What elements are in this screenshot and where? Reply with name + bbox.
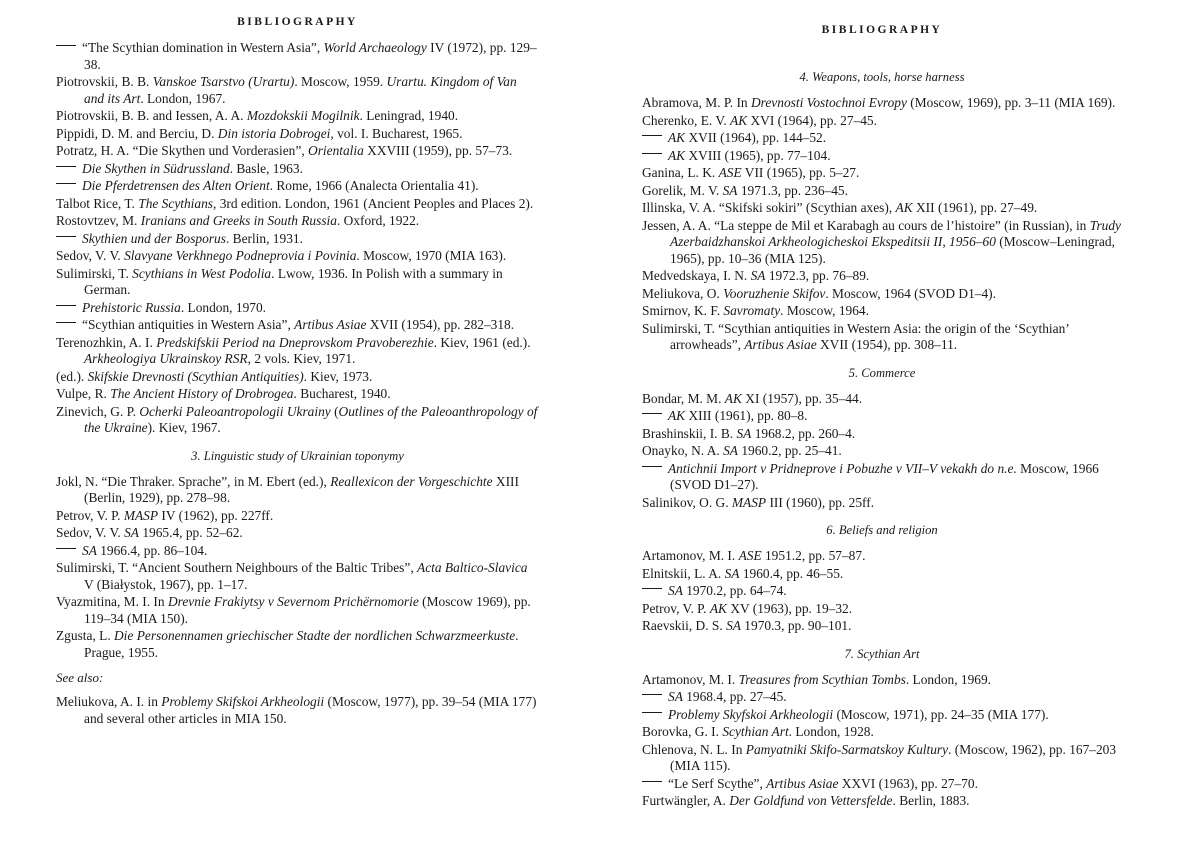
entry-text: 1960.4, pp. 46–55.	[739, 565, 844, 581]
entry-text: . Kiev, 1961 (ed.).	[433, 334, 531, 350]
entry-text: Ganina, L. K.	[642, 165, 719, 180]
entry-text: Sedov, V. V.	[56, 248, 125, 263]
bibliography-entry	[642, 495, 1122, 512]
entry-text: XIII (Berlin, 1929), pp. 278–98.	[84, 473, 519, 505]
entry-title-italic: Vooruzhenie Skifov	[723, 285, 826, 301]
bibliography-entry	[56, 74, 539, 107]
entry-text: XI (1957), pp. 35–44.	[741, 390, 863, 406]
entry-title-italic: SA	[750, 268, 766, 283]
right-bibliography-list	[642, 58, 1122, 811]
ditto-dash	[642, 694, 662, 695]
entry-title-italic: SA	[124, 525, 139, 540]
entry-title-italic: Skythien und der Bosporus	[82, 230, 226, 246]
bibliography-entry	[56, 108, 539, 125]
bibliography-entry	[642, 689, 1122, 706]
entry-text: “Scythian antiquities in Western Asia”,	[82, 317, 295, 332]
entry-text: 1960.2, pp. 25–41.	[737, 443, 842, 458]
bibliography-entry	[642, 130, 1122, 147]
entry-title-italic: AK	[668, 130, 686, 145]
entry-text: XIII (1961), pp. 80–8.	[685, 408, 808, 423]
entry-text: (Moscow, 1977), pp. 39–54 (MIA 177) and several other articles in MIA 150.	[84, 694, 537, 726]
bibliography-entry	[56, 143, 539, 160]
entry-title-italic: Urartu. Kingdom of Van and its Art	[84, 74, 517, 106]
bibliography-entry	[56, 508, 539, 525]
entry-text: Medvedskaya, I. N.	[642, 268, 751, 283]
entry-text: Sulimirski, T. “Scythian antiquities in Western Asia: the origin of the ‘Scythian’ arrowheads”,	[642, 320, 1069, 352]
entry-text: Sedov, V. V.	[56, 525, 125, 540]
bibliography-entry	[56, 369, 539, 386]
entry-title-italic: MASP	[731, 494, 767, 510]
entry-text: Petrov, V. P.	[642, 600, 710, 616]
section-heading: 6. Beliefs and religion	[826, 523, 938, 537]
entry-title-italic: Die Personennamen griechischer Stadte der nordlichen Schwarzmeerkuste	[114, 628, 516, 643]
bibliography-entry	[642, 286, 1122, 303]
entry-title-italic: Ocherki Paleoantropologii Ukrainy	[139, 403, 331, 419]
entry-title-italic: SA	[668, 689, 683, 704]
entry-text: Bondar, M. M.	[642, 390, 725, 406]
entry-text: . Basle, 1963.	[229, 160, 303, 176]
entry-title-italic: MASP	[123, 507, 159, 523]
entry-text: . London, 1967.	[140, 90, 226, 106]
entry-text: XVII (1954), pp. 282–318.	[366, 317, 515, 332]
entry-text: . Rome, 1966 (Analecta Orientalia 41).	[269, 178, 479, 193]
see-also-label: See also:	[56, 670, 104, 685]
entry-text: 1970.3, pp. 90–101.	[740, 618, 852, 633]
bibliography-entry	[56, 40, 539, 73]
bibliography-entry	[56, 317, 539, 334]
entry-text: . Moscow, 1959.	[294, 74, 387, 89]
entry-text: Chlenova, N. L. In	[642, 741, 746, 757]
entry-text: . Kiev, 1973.	[303, 368, 373, 384]
entry-text: Sulimirski, T. “Ancient Southern Neighbours of the Baltic Tribes”,	[56, 560, 418, 575]
entry-text: Smirnov, K. F.	[642, 303, 724, 318]
entry-title-italic: Orientalia	[308, 143, 364, 158]
bibliography-entry	[642, 183, 1122, 200]
bibliography-entry	[56, 543, 539, 560]
bibliography-entry	[56, 525, 539, 542]
section-heading: 5. Commerce	[848, 365, 916, 380]
bibliography-entry	[56, 196, 539, 213]
entry-title-italic: Pamyatniki Skifo-Sarmatskoy Kultury	[745, 741, 949, 757]
bibliography-entry	[642, 618, 1122, 635]
entry-text: XVII (1964), pp. 144–52.	[685, 130, 827, 145]
bibliography-entry	[56, 628, 539, 661]
entry-text: “Le Serf Scythe”,	[668, 775, 767, 791]
entry-title-italic: Antichnii Import v Pridneprove i Pobuzhe v VII–V vekakh do n.e.	[668, 460, 1017, 476]
entry-text: (Moscow–Leningrad, 1965), pp. 10–36 (MIA 125).	[670, 234, 1115, 266]
entry-text: Borovka, G. I.	[642, 724, 723, 739]
entry-text: . Moscow, 1970 (MIA 163).	[356, 248, 507, 263]
entry-text: 1966.4, pp. 86–104.	[96, 542, 208, 558]
bibliography-entry	[642, 148, 1122, 165]
entry-title-italic: Drevnie Frakiytsy v Severnom Prichërnomorie	[167, 594, 419, 609]
entry-text: III (1960), pp. 25ff.	[766, 494, 875, 510]
entry-text: “The Scythian domination in Western Asia”,	[82, 40, 324, 55]
bibliography-entry	[56, 694, 539, 727]
entry-title-italic: The Scythians	[138, 195, 214, 211]
entry-text: ). Kiev, 1967.	[147, 420, 221, 435]
bibliography-entry	[642, 165, 1122, 182]
entry-text: Zinevich, G. P.	[56, 403, 140, 419]
entry-text: XVII (1954), pp. 308–11.	[816, 337, 958, 352]
bibliography-entry	[56, 594, 539, 627]
entry-title-italic: AK	[668, 147, 686, 163]
entry-text: 1968.4, pp. 27–45.	[682, 689, 787, 704]
entry-text: Petrov, V. P.	[56, 507, 124, 523]
entry-text: Brashinskii, I. B.	[642, 425, 737, 441]
entry-title-italic: Reallexicon der Vorgeschichte	[330, 473, 493, 489]
entry-text: Piotrovskii, B. B.	[56, 74, 153, 89]
bibliography-entry	[56, 300, 539, 317]
left-running-head: BIBLIOGRAPHY	[237, 16, 358, 28]
entry-title-italic: AK	[895, 200, 913, 215]
entry-text: , 3rd edition. London, 1961 (Ancient Peoples and Places 2).	[213, 195, 534, 211]
entry-text: Furtwängler, A.	[642, 793, 730, 808]
entry-text: . Prague, 1955.	[84, 628, 519, 660]
entry-title-italic: SA	[722, 182, 738, 198]
bibliography-entry	[642, 408, 1122, 425]
entry-title-italic: Der Goldfund von Vettersfelde	[729, 793, 893, 808]
bibliography-entry	[642, 268, 1122, 285]
entry-text: . London, 1970.	[180, 299, 267, 315]
entry-title-italic: Prehistoric Russia	[82, 299, 181, 315]
entry-text: VII (1965), pp. 5–27.	[741, 165, 860, 180]
bibliography-entry	[642, 566, 1122, 583]
entry-text: XXVI (1963), pp. 27–70.	[838, 775, 978, 791]
entry-text: Talbot Rice, T.	[56, 195, 139, 211]
entry-text: . Berlin, 1931.	[225, 230, 303, 246]
bibliography-entry	[56, 248, 539, 265]
entry-text: Onayko, N. A.	[642, 443, 724, 458]
entry-title-italic: AK	[709, 600, 727, 616]
entry-title-italic: SA	[82, 542, 97, 558]
entry-text: Terenozhkin, A. I.	[56, 334, 157, 350]
entry-title-italic: Die Pferdetrensen des Alten Orient	[82, 178, 270, 193]
bibliography-entry	[642, 200, 1122, 217]
entry-title-italic: Outlines of the Paleoanthropology of the Ukraine	[84, 403, 538, 435]
entry-text: 1965.4, pp. 52–62.	[138, 525, 243, 540]
entry-text: Jokl, N. “Die Thraker. Sprache”, in M. Ebert (ed.),	[56, 473, 331, 489]
entry-text: . (Moscow, 1962), pp. 167–203 (MIA 115).	[670, 741, 1117, 773]
entry-title-italic: SA	[668, 583, 683, 598]
entry-text: Jessen, A. A. “La steppe de Mil et Karabagh au cours de l’histoire” (in Russian), in	[642, 217, 1090, 233]
ditto-dash	[56, 166, 76, 167]
bibliography-entry	[642, 601, 1122, 618]
entry-text: IV (1962), pp. 227ff.	[158, 507, 274, 523]
entry-text: XVI (1964), pp. 27–45.	[747, 112, 877, 128]
bibliography-entry	[642, 707, 1122, 724]
bibliography-entry	[642, 742, 1122, 775]
entry-title-italic: Drevnosti Vostochnoi Evropy	[750, 95, 907, 110]
ditto-dash	[642, 712, 662, 713]
bibliography-entry	[642, 583, 1122, 600]
entry-title-italic: Predskifskii Period na Dneprovskom Pravoberezhie	[156, 334, 434, 350]
entry-text: (Moscow, 1971), pp. 24–35 (MIA 177).	[833, 706, 1049, 722]
entry-text: 1970.2, pp. 64–74.	[682, 583, 787, 598]
entry-text: Moscow, 1966 (SVOD D1–27).	[670, 460, 1099, 492]
entry-text: . Oxford, 1922.	[336, 213, 420, 228]
bibliography-entry	[642, 793, 1122, 810]
entry-text: 1971.3, pp. 236–45.	[737, 182, 848, 198]
entry-text: . Bucharest, 1940.	[293, 386, 391, 401]
entry-title-italic: Scythians in West Podolia	[132, 265, 272, 281]
bibliography-entry	[642, 303, 1122, 320]
bibliography-entry	[642, 776, 1122, 793]
entry-text: Illinska, V. A. “Skifski sokiri” (Scythian axes),	[642, 200, 896, 215]
entry-title-italic: Scythian Art	[722, 724, 789, 739]
entry-text: (Moscow, 1969), pp. 3–11 (MIA 169).	[906, 95, 1116, 110]
entry-title-italic: Problemy Skifskoi Arkheologii	[161, 694, 325, 709]
bibliography-entry	[642, 548, 1122, 565]
bibliography-entry	[56, 213, 539, 230]
left-bibliography-list	[56, 40, 539, 728]
entry-text: 1972.3, pp. 76–89.	[765, 268, 870, 283]
ditto-dash	[642, 588, 662, 589]
entry-title-italic: SA	[724, 565, 740, 581]
bibliography-entry	[56, 266, 539, 299]
ditto-dash	[56, 548, 76, 549]
section-heading: 4. Weapons, tools, horse harness	[799, 70, 965, 84]
ditto-dash	[642, 153, 662, 154]
entry-text: . Leningrad, 1940.	[359, 108, 459, 123]
bibliography-entry	[642, 443, 1122, 460]
entry-text: Gorelik, M. V.	[642, 182, 723, 198]
entry-text: Zgusta, L.	[56, 628, 115, 643]
bibliography-entry	[56, 474, 539, 507]
bibliography-entry	[642, 95, 1122, 112]
entry-title-italic: SA	[726, 618, 741, 633]
bibliography-entry	[56, 231, 539, 248]
entry-text: Artamonov, M. I.	[642, 671, 739, 687]
entry-title-italic: Acta Baltico-Slavica	[417, 560, 528, 575]
entry-text: Rostovtzev, M.	[56, 213, 141, 228]
entry-text: (	[330, 403, 339, 419]
entry-text: XII (1961), pp. 27–49.	[912, 200, 1038, 215]
entry-text: Sulimirski, T.	[56, 265, 133, 281]
bibliography-entry	[56, 560, 539, 593]
entry-text: XVIII (1965), pp. 77–104.	[685, 147, 831, 163]
entry-title-italic: SA	[736, 425, 752, 441]
entry-text: . Moscow, 1964 (SVOD D1–4).	[825, 285, 996, 301]
bibliography-entry	[56, 404, 539, 437]
entry-title-italic: Savromaty	[723, 303, 781, 318]
entry-text: V (Białystok, 1967), pp. 1–17.	[84, 576, 248, 592]
entry-title-italic: Trudy Azerbaidzhanskoi Arkheologicheskoi Ekspeditsii II, 1956–60	[670, 217, 1121, 249]
entry-text: Raevskii, D. S.	[642, 618, 727, 633]
ditto-dash	[642, 781, 662, 782]
entry-title-italic: ASE	[718, 165, 742, 180]
section-heading: 3. Linguistic study of Ukrainian toponymy	[191, 448, 404, 463]
entry-text: . Berlin, 1883.	[892, 793, 970, 808]
entry-title-italic: Arkheologiya Ukrainskoy RSR	[84, 351, 248, 366]
entry-title-italic: Artibus Asiae	[744, 337, 817, 352]
entry-title-italic: Treasures from Scythian Tombs	[738, 671, 906, 687]
ditto-dash	[642, 466, 662, 467]
entry-text: (ed.).	[56, 368, 88, 384]
bibliography-entry	[642, 724, 1122, 741]
bibliography-entry	[56, 161, 539, 178]
ditto-dash	[56, 236, 76, 237]
bibliography-entry	[56, 126, 539, 143]
entry-text: Potratz, H. A. “Die Skythen und Vorderasien”,	[56, 143, 309, 158]
entry-title-italic: Mozdokskii Mogilnik	[246, 108, 360, 123]
entry-title-italic: Vanskoe Tsarstvo (Urartu)	[152, 74, 295, 89]
entry-text: , vol. I. Bucharest, 1965.	[330, 125, 463, 141]
entry-text: . Moscow, 1964.	[780, 303, 869, 318]
entry-title-italic: Iranians and Greeks in South Russia	[140, 213, 337, 228]
entry-text: 1951.2, pp. 57–87.	[761, 548, 866, 563]
entry-text: Cherenko, E. V.	[642, 112, 731, 128]
entry-title-italic: Die Skythen in Südrussland	[82, 160, 230, 176]
entry-title-italic: AK	[668, 408, 686, 423]
bibliography-entry	[642, 391, 1122, 408]
entry-text: Artamonov, M. I.	[642, 548, 739, 563]
bibliography-entry	[56, 386, 539, 403]
entry-text: , 2 vols. Kiev, 1971.	[247, 351, 356, 366]
entry-title-italic: The Ancient History of Drobrogea	[110, 386, 294, 401]
bibliography-entry	[642, 218, 1122, 268]
entry-text: Salinikov, O. G.	[642, 494, 732, 510]
ditto-dash	[56, 183, 76, 184]
entry-title-italic: Artibus Asiae	[766, 775, 839, 791]
bibliography-entry	[56, 335, 539, 368]
entry-title-italic: AK	[730, 112, 748, 128]
entry-text: IV (1972), pp. 129–38.	[84, 40, 537, 72]
entry-text: (Moscow 1969), pp. 119–34 (MIA 150).	[84, 594, 531, 626]
entry-title-italic: World Archaeology	[323, 40, 427, 55]
entry-title-italic: Skifskie Drevnosti (Scythian Antiquities)	[87, 368, 304, 384]
entry-text: XXVIII (1959), pp. 57–73.	[363, 143, 513, 158]
bibliography-entry	[642, 426, 1122, 443]
section-heading: 7. Scythian Art	[844, 646, 920, 661]
entry-text: Abramova, M. P. In	[642, 95, 751, 110]
entry-text: 1968.2, pp. 260–4.	[751, 425, 856, 441]
bibliography-entry	[642, 672, 1122, 689]
ditto-dash	[56, 305, 76, 306]
entry-text: . Lwow, 1936. In Polish with a summary in German.	[84, 265, 503, 297]
entry-title-italic: SA	[723, 443, 738, 458]
entry-text: . London, 1928.	[788, 724, 874, 739]
entry-title-italic: Artibus Asiae	[294, 317, 367, 332]
entry-text: Vyazmitina, M. I. In	[56, 594, 168, 609]
entry-text: . London, 1969.	[905, 671, 992, 687]
entry-text: Meliukova, O.	[642, 285, 724, 301]
ditto-dash	[642, 413, 662, 414]
ditto-dash	[56, 322, 76, 323]
entry-text: Vulpe, R.	[56, 386, 111, 401]
ditto-dash	[642, 135, 662, 136]
ditto-dash	[56, 45, 76, 46]
entry-text: Piotrovskii, B. B. and Iessen, A. A.	[56, 108, 247, 123]
entry-text: Pippidi, D. M. and Berciu, D.	[56, 125, 218, 141]
entry-title-italic: ASE	[738, 548, 762, 563]
right-running-head: BIBLIOGRAPHY	[821, 24, 943, 36]
entry-text: Elnitskii, L. A.	[642, 565, 725, 581]
bibliography-entry	[642, 113, 1122, 130]
bibliography-entry	[642, 461, 1122, 494]
entry-title-italic: Din istoria Dobrogei	[217, 125, 331, 141]
entry-text: XV (1963), pp. 19–32.	[726, 600, 853, 616]
bibliography-entry	[56, 178, 539, 195]
entry-title-italic: Slavyane Verkhnego Podneprovia i Povinia	[124, 248, 357, 263]
entry-title-italic: Problemy Skyfskoi Arkheologii	[668, 706, 834, 722]
entry-text: Meliukova, A. I. in	[56, 694, 162, 709]
entry-title-italic: AK	[724, 390, 742, 406]
bibliography-entry	[642, 321, 1122, 354]
